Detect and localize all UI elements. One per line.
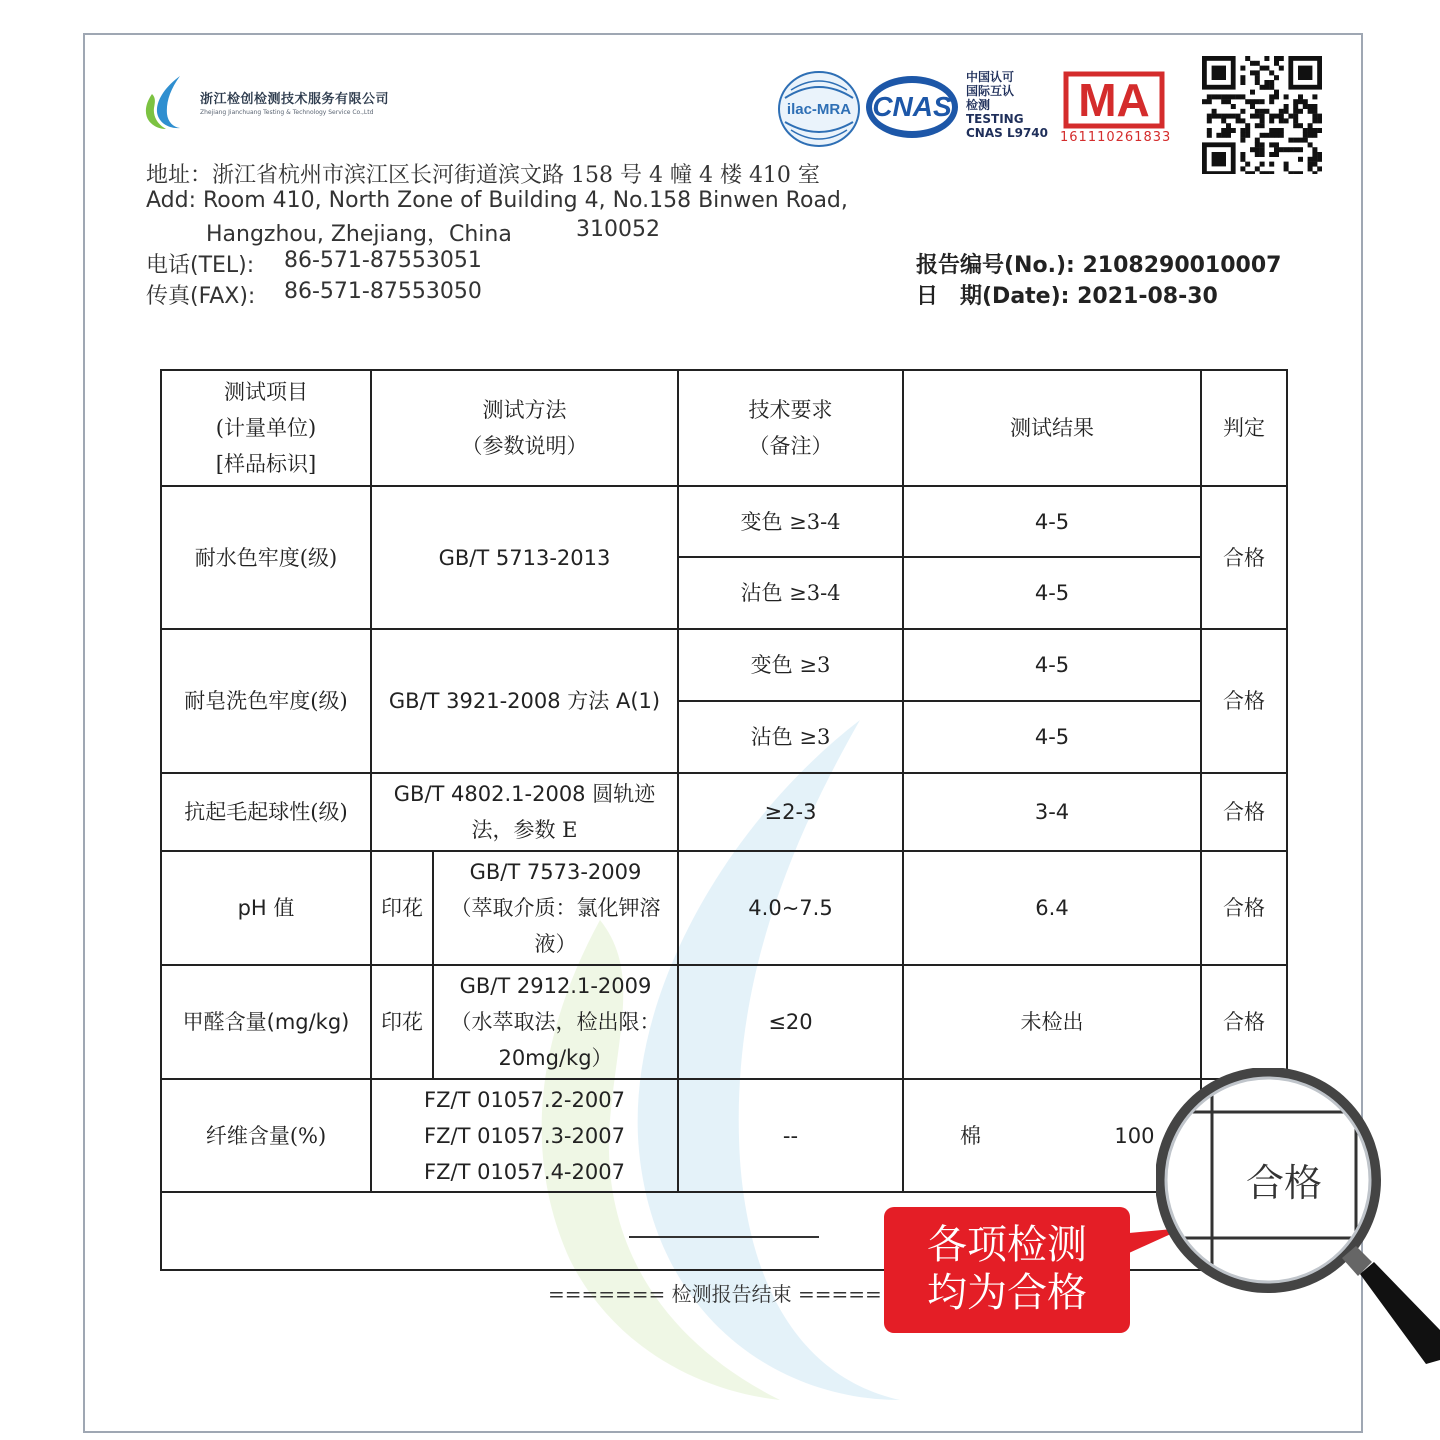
company-name-en: Zhejiang Jianchuang Testing & Technology Service Co.,Ltd xyxy=(200,109,374,116)
qr-module xyxy=(1226,114,1231,119)
qr-module xyxy=(1274,133,1279,138)
qr-module xyxy=(1284,162,1289,167)
item-cell: 抗起毛起球性(级) xyxy=(161,773,371,851)
qr-module xyxy=(1269,85,1274,90)
qr-module xyxy=(1255,142,1260,147)
header-result: 测试结果 xyxy=(903,370,1201,486)
qr-module xyxy=(1250,90,1255,95)
method-cell: FZ/T 01057.2-2007 FZ/T 01057.3-2007 FZ/T 01057.4-2007 xyxy=(371,1079,678,1192)
qr-module xyxy=(1231,114,1236,119)
qr-module xyxy=(1255,166,1260,171)
requirement-cell: 4.0~7.5 xyxy=(678,851,903,965)
requirement-cell: 沾色 ≥3 xyxy=(678,701,903,773)
qr-module xyxy=(1255,147,1260,152)
address-cn: 地址：浙江省杭州市滨江区长河街道滨文路 158 号 4 幢 4 楼 410 室 xyxy=(146,163,820,188)
qr-module xyxy=(1284,118,1289,123)
company-logo-icon xyxy=(140,74,192,130)
qr-module xyxy=(1240,94,1245,99)
qr-module xyxy=(1212,109,1217,114)
qr-module xyxy=(1298,94,1303,99)
cma-number: 161110261833 xyxy=(1060,130,1172,145)
callout-line1: 各项检测 xyxy=(927,1222,1087,1268)
qr-module xyxy=(1308,157,1313,162)
qr-module xyxy=(1308,133,1313,138)
fiber-label: 棉 xyxy=(960,1123,981,1148)
result-cell: 4-5 xyxy=(903,629,1201,701)
ilac-mra-badge xyxy=(777,70,861,148)
result-cell: 6.4 xyxy=(903,851,1201,965)
tel-value: 86-571-87553051 xyxy=(284,248,482,273)
requirement-cell: ≤20 xyxy=(678,965,903,1079)
qr-module xyxy=(1279,66,1284,71)
qr-module xyxy=(1274,114,1279,119)
qr-module xyxy=(1250,61,1255,66)
qr-module xyxy=(1240,80,1245,85)
qr-module xyxy=(1236,94,1241,99)
table-row xyxy=(161,965,1287,1079)
qr-module xyxy=(1250,99,1255,104)
qr-module xyxy=(1260,114,1265,119)
qr-module xyxy=(1255,99,1260,104)
qr-module xyxy=(1312,152,1317,157)
qr-module xyxy=(1226,123,1231,128)
qr-module xyxy=(1317,114,1322,119)
qr-module xyxy=(1202,99,1207,104)
qr-module xyxy=(1317,118,1322,123)
qr-module xyxy=(1231,104,1236,109)
qr-module xyxy=(1293,114,1298,119)
address-en-line2: Hangzhou, Zhejiang，China xyxy=(206,222,512,247)
qr-module xyxy=(1288,171,1293,174)
qr-module xyxy=(1260,133,1265,138)
verdict-cell: 合格 xyxy=(1201,629,1287,773)
qr-finder xyxy=(1212,66,1226,80)
tel-label: 电话(TEL): xyxy=(146,253,255,278)
fax-value: 86-571-87553050 xyxy=(284,279,482,304)
qr-module xyxy=(1255,123,1260,128)
verdict-cell: 合格 xyxy=(1201,773,1287,851)
qr-module xyxy=(1207,133,1212,138)
qr-module xyxy=(1216,94,1221,99)
qr-module xyxy=(1317,128,1322,133)
qr-module xyxy=(1312,94,1317,99)
qr-module xyxy=(1245,133,1250,138)
qr-module xyxy=(1264,85,1269,90)
qr-module xyxy=(1308,162,1313,167)
address-en-line1: Add: Room 410, North Zone of Building 4, No.158 Binwen Road, xyxy=(146,188,848,213)
qr-module xyxy=(1207,99,1212,104)
qr-module xyxy=(1269,133,1274,138)
qr-module xyxy=(1274,75,1279,80)
qr-module xyxy=(1255,70,1260,75)
qr-module xyxy=(1240,75,1245,80)
qr-module xyxy=(1308,109,1313,114)
qr-module xyxy=(1288,114,1293,119)
callout-line2: 均为合格 xyxy=(927,1270,1087,1316)
qr-module xyxy=(1312,114,1317,119)
qr-module xyxy=(1312,171,1317,174)
qr-module xyxy=(1274,147,1279,152)
table-row xyxy=(161,1079,1287,1192)
qr-module xyxy=(1312,118,1317,123)
qr-finder xyxy=(1212,152,1226,166)
qr-finder xyxy=(1298,66,1312,80)
magnified-verdict: 合格 xyxy=(1245,1161,1323,1205)
qr-module xyxy=(1216,133,1221,138)
fax-label: 传真(FAX): xyxy=(146,284,256,309)
qr-module xyxy=(1269,70,1274,75)
method-cell: GB/T 2912.1-2009 （水萃取法，检出限： 20mg/kg） xyxy=(433,965,678,1079)
qr-module xyxy=(1274,61,1279,66)
qr-module xyxy=(1260,142,1265,147)
magnifier-icon xyxy=(1156,1068,1440,1440)
qr-module xyxy=(1298,171,1303,174)
qr-module xyxy=(1293,171,1298,174)
qr-module xyxy=(1212,94,1217,99)
qr-module xyxy=(1221,94,1226,99)
qr-module xyxy=(1250,171,1255,174)
qr-module xyxy=(1308,123,1313,128)
qr-module xyxy=(1264,109,1269,114)
qr-module xyxy=(1264,80,1269,85)
qr-module xyxy=(1274,128,1279,133)
qr-module xyxy=(1288,138,1293,143)
qr-module xyxy=(1260,171,1265,174)
qr-module xyxy=(1308,142,1313,147)
qr-module xyxy=(1260,99,1265,104)
qr-module xyxy=(1240,133,1245,138)
qr-module xyxy=(1269,142,1274,147)
cnas-badge xyxy=(864,74,960,140)
qr-module xyxy=(1236,114,1241,119)
qr-module xyxy=(1250,147,1255,152)
qr-module xyxy=(1279,114,1284,119)
qr-module xyxy=(1312,128,1317,133)
qr-module xyxy=(1298,109,1303,114)
qr-module xyxy=(1226,133,1231,138)
qr-module xyxy=(1303,104,1308,109)
result-cell: 4-5 xyxy=(903,486,1201,557)
qr-module xyxy=(1298,123,1303,128)
qr-module xyxy=(1312,162,1317,167)
qr-module xyxy=(1279,118,1284,123)
postcode: 310052 xyxy=(576,217,660,242)
qr-module xyxy=(1207,94,1212,99)
qr-module xyxy=(1240,152,1245,157)
qr-module xyxy=(1293,138,1298,143)
result-cell: 3-4 xyxy=(903,773,1201,851)
qr-module xyxy=(1245,123,1250,128)
qr-module xyxy=(1269,162,1274,167)
qr-module xyxy=(1260,109,1265,114)
qr-module xyxy=(1274,56,1279,61)
qr-module xyxy=(1269,94,1274,99)
qr-module xyxy=(1303,99,1308,104)
qr-module xyxy=(1260,118,1265,123)
sample-cell: 印花 xyxy=(371,965,433,1079)
table-row xyxy=(161,629,1287,701)
sample-cell: 印花 xyxy=(371,851,433,965)
qr-module xyxy=(1293,104,1298,109)
header-item: 测试项目 (计量单位) [样品标识] xyxy=(161,370,371,486)
qr-module xyxy=(1260,152,1265,157)
qr-module xyxy=(1245,99,1250,104)
qr-module xyxy=(1298,138,1303,143)
qr-module xyxy=(1293,99,1298,104)
qr-module xyxy=(1293,123,1298,128)
qr-module xyxy=(1245,171,1250,174)
method-cell: GB/T 3921-2008 方法 A(1) xyxy=(371,629,678,773)
qr-module xyxy=(1221,133,1226,138)
qr-module xyxy=(1298,99,1303,104)
qr-module xyxy=(1279,133,1284,138)
qr-module xyxy=(1240,118,1245,123)
qr-module xyxy=(1260,147,1265,152)
qr-module xyxy=(1274,152,1279,157)
result-cell: 未检出 xyxy=(903,965,1201,1079)
requirement-cell: 变色 ≥3-4 xyxy=(678,486,903,557)
qr-module xyxy=(1255,80,1260,85)
fiber-value: 100 xyxy=(1114,1123,1155,1148)
qr-module xyxy=(1260,123,1265,128)
qr-module xyxy=(1240,66,1245,71)
qr-module xyxy=(1221,128,1226,133)
qr-module xyxy=(1231,94,1236,99)
qr-module xyxy=(1303,133,1308,138)
qr-module xyxy=(1317,157,1322,162)
fax xyxy=(146,279,482,310)
verdict-cell: 合格 xyxy=(1201,965,1287,1079)
requirement-cell: ≥2-3 xyxy=(678,773,903,851)
qr-module xyxy=(1260,85,1265,90)
ma-text: MA xyxy=(1078,74,1150,126)
company-logo xyxy=(140,74,389,130)
qr-module xyxy=(1216,114,1221,119)
qr-module xyxy=(1207,118,1212,123)
qr-module xyxy=(1221,118,1226,123)
verdict-cell: 合格 xyxy=(1201,486,1287,629)
qr-module xyxy=(1279,56,1284,61)
qr-module xyxy=(1279,147,1284,152)
qr-module xyxy=(1269,171,1274,174)
qr-module xyxy=(1312,133,1317,138)
callout-badge xyxy=(884,1207,1130,1333)
cnas-cert-text: 中国认可 国际互认 检测 TESTING CNAS L9740 xyxy=(966,70,1049,140)
item-cell: pH 值 xyxy=(161,851,371,965)
qr-module xyxy=(1231,128,1236,133)
qr-module xyxy=(1279,109,1284,114)
qr-module xyxy=(1255,114,1260,119)
qr-module xyxy=(1250,70,1255,75)
qr-module xyxy=(1308,128,1313,133)
qr-module xyxy=(1255,75,1260,80)
qr-module xyxy=(1317,152,1322,157)
qr-module xyxy=(1303,128,1308,133)
cnas-text: CNAS xyxy=(872,91,952,122)
qr-module xyxy=(1240,138,1245,143)
qr-module xyxy=(1245,56,1250,61)
qr-module xyxy=(1317,166,1322,171)
requirement-cell: 变色 ≥3 xyxy=(678,629,903,701)
qr-module xyxy=(1269,152,1274,157)
qr-module xyxy=(1274,94,1279,99)
qr-module xyxy=(1226,94,1231,99)
qr-module xyxy=(1279,128,1284,133)
qr-module xyxy=(1255,152,1260,157)
qr-module xyxy=(1288,147,1293,152)
item-cell: 耐皂洗色牢度(级) xyxy=(161,629,371,773)
cma-badge xyxy=(1058,70,1170,130)
result-cell: 4-5 xyxy=(903,557,1201,629)
qr-module xyxy=(1221,99,1226,104)
header-method: 测试方法 （参数说明） xyxy=(371,370,678,486)
table-row xyxy=(161,851,1287,965)
qr-module xyxy=(1284,166,1289,171)
qr-module xyxy=(1245,162,1250,167)
qr-module xyxy=(1312,147,1317,152)
qr-module xyxy=(1245,128,1250,133)
qr-module xyxy=(1250,104,1255,109)
telephone xyxy=(146,248,482,279)
qr-module xyxy=(1207,114,1212,119)
qr-module xyxy=(1274,142,1279,147)
header-requirement: 技术要求 （备注） xyxy=(678,370,903,486)
qr-module xyxy=(1269,99,1274,104)
qr-module xyxy=(1264,66,1269,71)
qr-module xyxy=(1308,166,1313,171)
qr-module xyxy=(1255,138,1260,143)
item-cell: 纤维含量(%) xyxy=(161,1079,371,1192)
method-cell: GB/T 5713-2013 xyxy=(371,486,678,629)
qr-module xyxy=(1293,109,1298,114)
qr-module xyxy=(1303,138,1308,143)
company-name-cn: 浙江检创检测技术服务有限公司 xyxy=(200,92,390,107)
qr-module xyxy=(1284,109,1289,114)
method-cell: GB/T 4802.1-2008 圆轨迹 法，参数 E xyxy=(371,773,678,851)
qr-module xyxy=(1284,104,1289,109)
item-cell: 甲醛含量(mg/kg) xyxy=(161,965,371,1079)
qr-module xyxy=(1312,104,1317,109)
qr-module xyxy=(1298,157,1303,162)
qr-module xyxy=(1284,94,1289,99)
qr-module xyxy=(1255,109,1260,114)
qr-module xyxy=(1240,109,1245,114)
qr-module xyxy=(1269,80,1274,85)
qr-module xyxy=(1312,109,1317,114)
table-row xyxy=(161,486,1287,557)
qr-module xyxy=(1264,133,1269,138)
qr-module xyxy=(1260,162,1265,167)
table-header-row xyxy=(161,370,1287,486)
qr-module xyxy=(1264,171,1269,174)
qr-module xyxy=(1260,66,1265,71)
qr-module xyxy=(1264,56,1269,61)
qr-module xyxy=(1308,104,1313,109)
qr-module xyxy=(1226,128,1231,133)
verdict-cell: 合格 xyxy=(1201,851,1287,965)
item-cell: 耐水色牢度(级) xyxy=(161,486,371,629)
qr-module xyxy=(1240,166,1245,171)
qr-module xyxy=(1240,128,1245,133)
qr-module xyxy=(1274,90,1279,95)
method-cell: GB/T 7573-2009 （萃取介质：氯化钾溶 液） xyxy=(433,851,678,965)
qr-module xyxy=(1312,157,1317,162)
qr-module xyxy=(1269,114,1274,119)
qr-module xyxy=(1298,147,1303,152)
requirement-cell: -- xyxy=(678,1079,903,1192)
header-verdict: 判定 xyxy=(1201,370,1287,486)
qr-module xyxy=(1293,147,1298,152)
end-dash xyxy=(629,1236,819,1238)
qr-module xyxy=(1226,99,1231,104)
qr-module xyxy=(1212,114,1217,119)
qr-module xyxy=(1293,118,1298,123)
qr-code xyxy=(1202,56,1322,174)
requirement-cell: 沾色 ≥3-4 xyxy=(678,557,903,629)
qr-module xyxy=(1284,147,1289,152)
report-date: 日 期(Date): 2021-08-30 xyxy=(916,284,1218,309)
result-cell: 4-5 xyxy=(903,701,1201,773)
test-results-table xyxy=(160,369,1288,1271)
qr-module xyxy=(1207,128,1212,133)
qr-module xyxy=(1240,157,1245,162)
qr-module xyxy=(1269,118,1274,123)
table-row xyxy=(161,773,1287,851)
qr-module xyxy=(1255,61,1260,66)
report-end-text: ======= 检测报告结束 ===== xyxy=(548,1282,882,1306)
qr-module xyxy=(1221,114,1226,119)
ilac-text: ilac-MRA xyxy=(786,101,852,118)
report-number: 报告编号(No.): 2108290010007 xyxy=(916,253,1282,278)
qr-module xyxy=(1250,114,1255,119)
qr-module xyxy=(1269,128,1274,133)
qr-module xyxy=(1236,118,1241,123)
